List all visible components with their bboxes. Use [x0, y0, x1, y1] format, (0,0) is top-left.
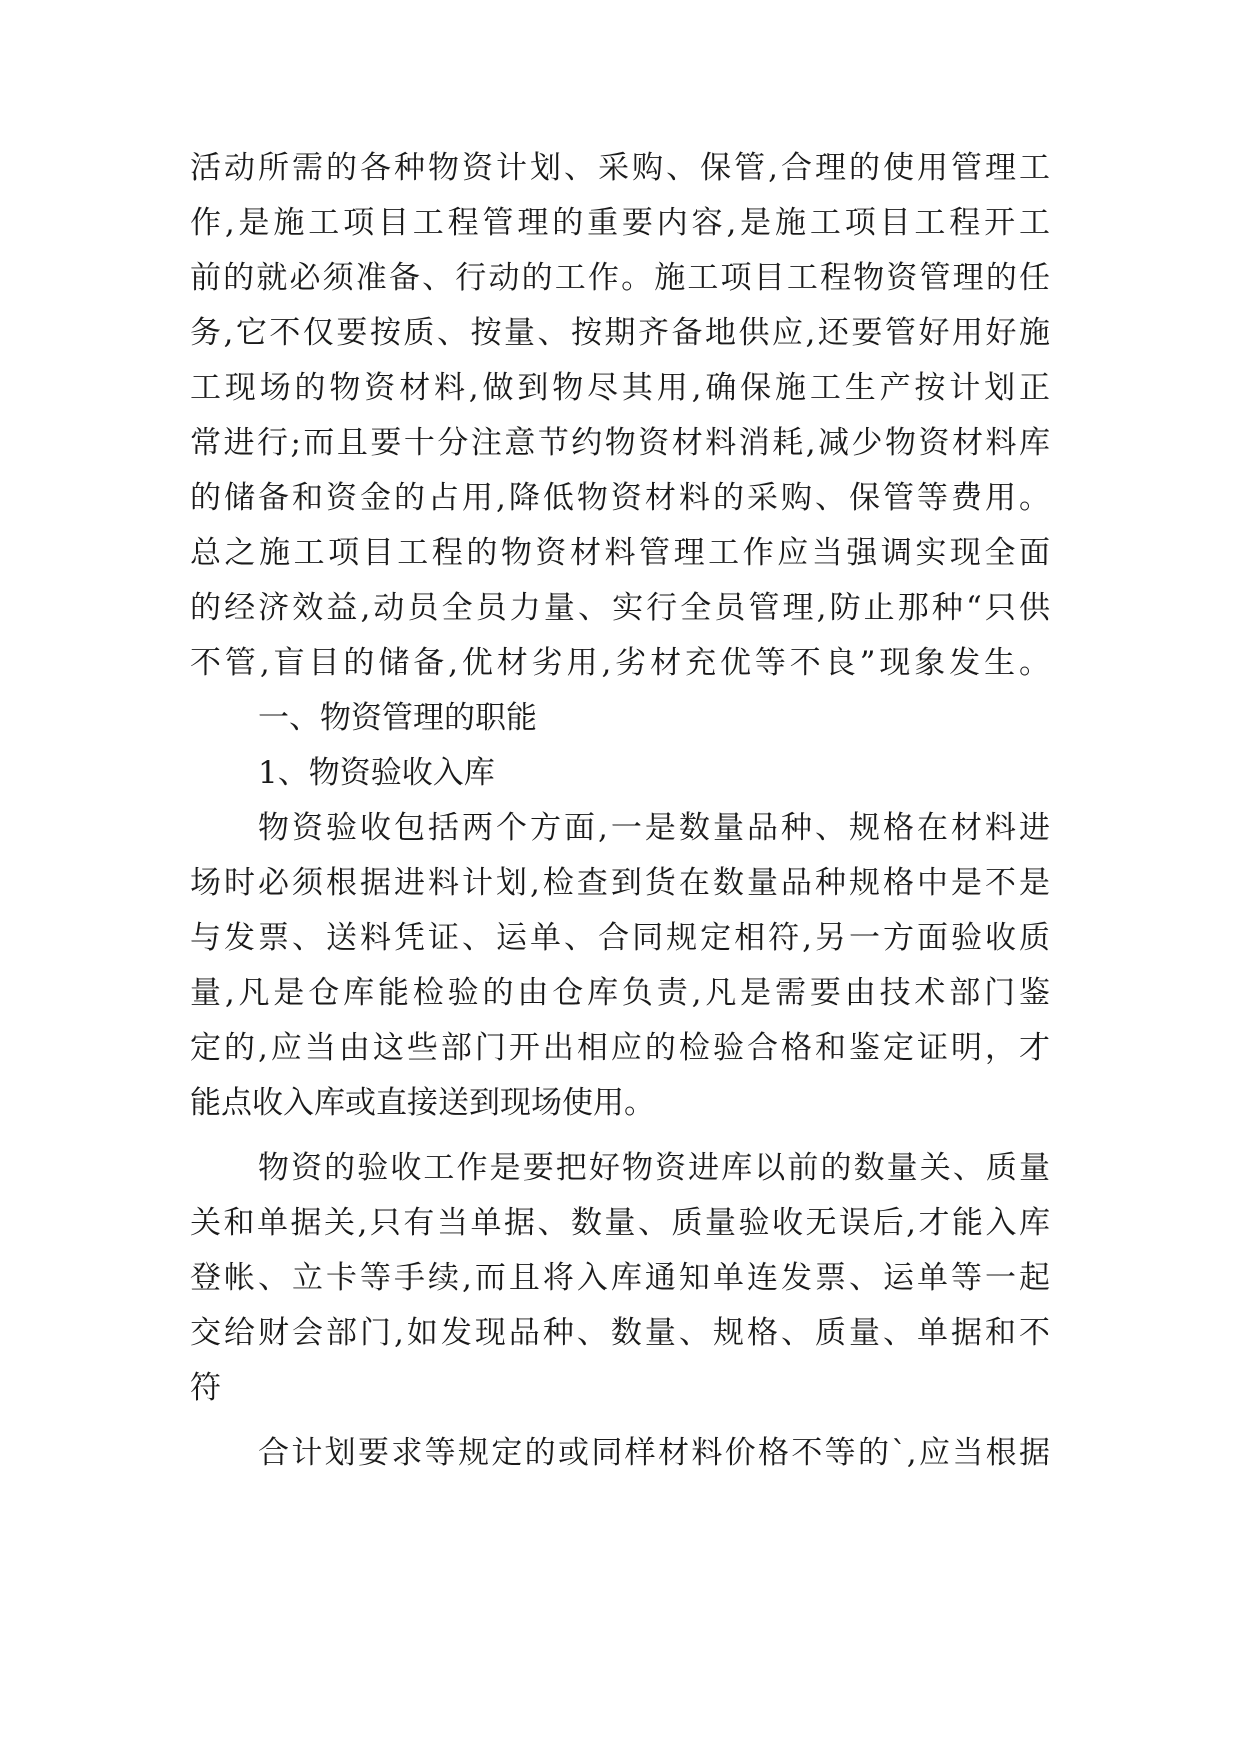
text-line: 交给财会部门,如发现品种、数量、规格、质量、单据和不 [190, 1315, 1050, 1351]
text-line: 工现场的物资材料,做到物尽其用,确保施工生产按计划正 [190, 370, 1050, 406]
text-line: 合计划要求等规定的或同样材料价格不等的`,应当根据 [258, 1435, 1050, 1471]
text-line: 物资的验收工作是要把好物资进库以前的数量关、质量 [258, 1150, 1050, 1186]
text-line: 与发票、送料凭证、运单、合同规定相符,另一方面验收质 [190, 920, 1050, 956]
text-line: 关和单据关,只有当单据、数量、质量验收无误后,才能入库 [190, 1205, 1050, 1241]
text-line: 活动所需的各种物资计划、采购、保管,合理的使用管理工 [190, 150, 1050, 186]
text-line: 常进行;而且要十分注意节约物资材料消耗,减少物资材料库 [190, 425, 1050, 461]
text-line: 物资验收包括两个方面,一是数量品种、规格在材料进 [258, 810, 1050, 846]
text-line: 定的,应当由这些部门开出相应的检验合格和鉴定证明，才 [190, 1030, 1050, 1066]
text-line: 务,它不仅要按质、按量、按期齐备地供应,还要管好用好施 [190, 315, 1050, 351]
text-line: 的经济效益,动员全员力量、实行全员管理,防止那种“只供 [190, 590, 1050, 626]
text-line: 符 [190, 1370, 221, 1406]
text-line: 场时必须根据进料计划,检查到货在数量品种规格中是不是 [190, 865, 1050, 901]
text-line: 前的就必须准备、行动的工作。施工项目工程物资管理的任 [190, 260, 1050, 296]
subsection-heading: 1、物资验收入库 [258, 755, 495, 791]
text-line: 总之施工项目工程的物资材料管理工作应当强调实现全面 [190, 535, 1050, 571]
text-line: 量,凡是仓库能检验的由仓库负责,凡是需要由技术部门鉴 [190, 975, 1050, 1011]
text-line: 不管,盲目的储备,优材劣用,劣材充优等不良”现象发生。 [190, 645, 1050, 681]
text-line: 登帐、立卡等手续,而且将入库通知单连发票、运单等一起 [190, 1260, 1050, 1296]
text-line: 的储备和资金的占用,降低物资材料的采购、保管等费用。 [190, 480, 1050, 516]
text-line: 作,是施工项目工程管理的重要内容,是施工项目工程开工 [190, 205, 1050, 241]
section-heading: 一、物资管理的职能 [258, 700, 537, 736]
text-line: 能点收入库或直接送到现场使用。 [190, 1085, 655, 1121]
